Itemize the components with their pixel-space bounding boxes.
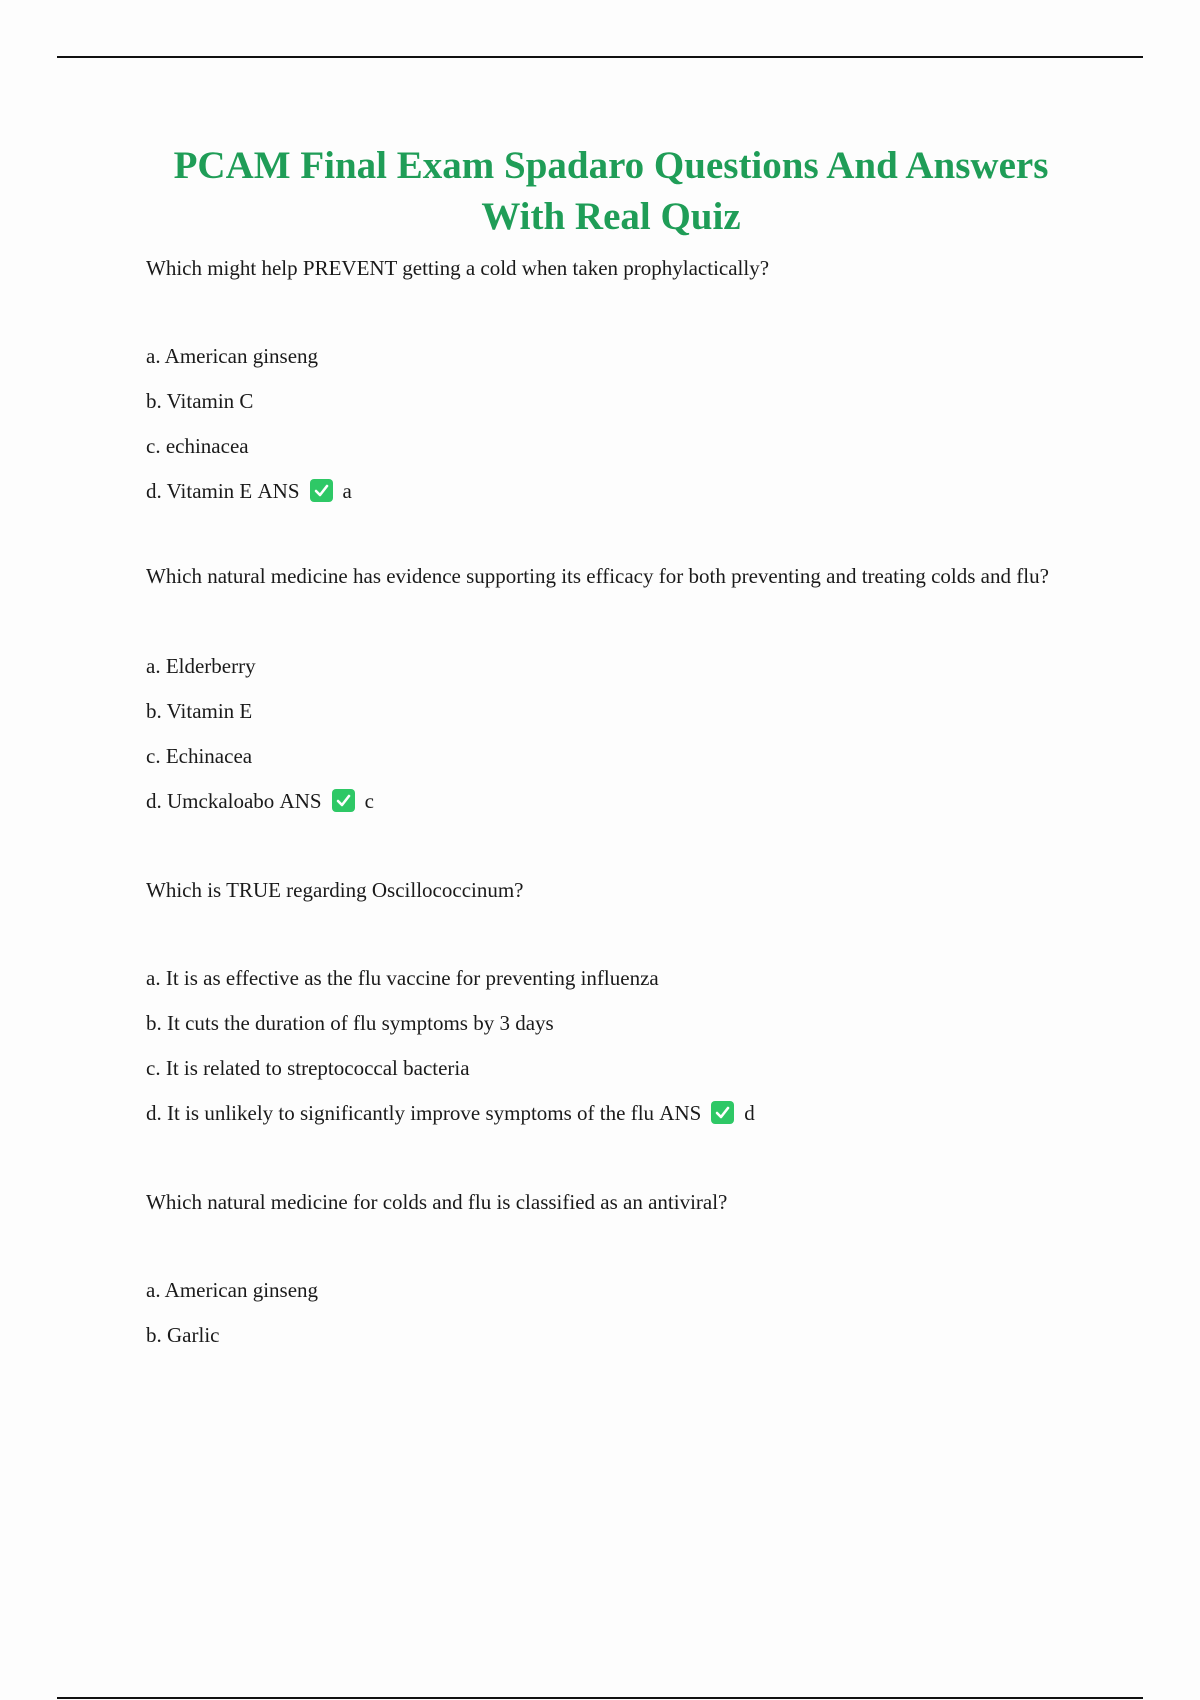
option-item: b. Garlic [146,1323,220,1347]
option-item: b. Vitamin E [146,699,253,723]
answer-value: d [744,1101,755,1125]
question-text: Which natural medicine has evidence supporting its efficacy for both preventing and treating colds and flu? [146,564,1049,588]
answer-marker: ANS [257,479,300,503]
question-block [146,1188,1076,1366]
answer-value: a [342,479,352,503]
check-icon [310,479,333,502]
option-list [146,964,1076,1144]
option-list [146,1276,1076,1366]
option-item: a. It is as effective as the flu vaccine for preventing influenza [146,966,659,990]
option-item: c. Echinacea [146,744,253,768]
option-item: a. American ginseng [146,344,319,368]
check-icon [332,789,355,812]
option-item: b. Vitamin C [146,389,254,413]
question-text: Which natural medicine for colds and flu is classified as an antiviral? [146,1190,728,1214]
option-list [146,342,1076,522]
document-body [146,140,1076,1366]
option-item: c. echinacea [146,434,249,458]
question-block [146,876,1076,1144]
option-item-with-answer: d. Vitamin E ANS a [146,479,352,503]
option-item: a. Elderberry [146,654,256,678]
option-item-with-answer: d. Umckaloabo ANS c [146,789,374,813]
option-list [146,652,1076,832]
document-title: PCAM Final Exam Spadaro Questions And Answers With Real Quiz [173,144,1049,238]
bottom-rule [57,1697,1143,1699]
question-block [146,562,1076,832]
answer-value: c [364,789,374,813]
top-rule [57,56,1143,58]
option-item: a. American ginseng [146,1278,319,1302]
question-block [146,254,1076,522]
answer-marker: ANS [279,789,322,813]
option-item: b. It cuts the duration of flu symptoms by 3 days [146,1011,554,1035]
question-text: Which might help PREVENT getting a cold when taken prophylactically? [146,256,770,280]
option-item: c. It is related to streptococcal bacteria [146,1056,470,1080]
answer-marker: ANS [659,1101,702,1125]
option-item-with-answer: d. It is unlikely to significantly improve symptoms of the flu ANS d [146,1101,755,1125]
check-icon [711,1101,734,1124]
question-text: Which is TRUE regarding Oscillococcinum? [146,878,524,902]
